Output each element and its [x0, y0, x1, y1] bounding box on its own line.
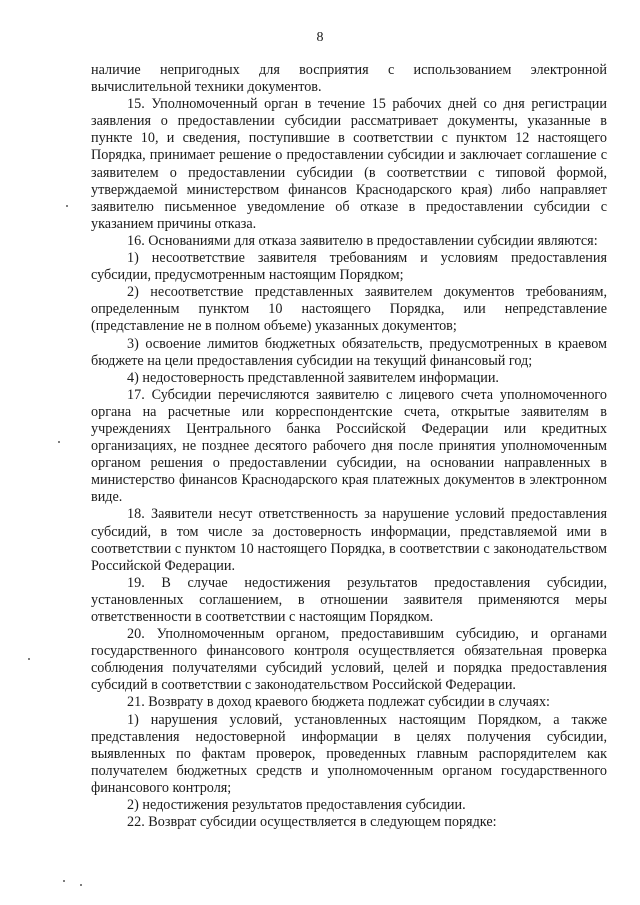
scan-speck [63, 880, 65, 882]
paragraph-16-item-2: 2) несоответствие представленных заявителем документов требованиям, определенным пунктом 10 настоящего Порядка, или непредставление (представление не в полном объеме) указанных документов; [91, 284, 607, 335]
paragraph-18: 18. Заявители несут ответственность за нарушение условий предоставления субсидий, в том числе за достоверность информации, представляемой ими в соответствии с пунктом 10 настоящего Порядка, в соответствии с законодательством Российской Федерации. [91, 506, 607, 574]
scan-speck [80, 884, 82, 886]
document-body [91, 62, 607, 831]
paragraph-16: 16. Основаниями для отказа заявителю в предоставлении субсидии являются: [127, 232, 598, 249]
paragraph-21-item-1: 1) нарушения условий, установленных настоящим Порядком, а также представления недостоверной информации в целях получения субсидии, выявленных по фактам проверок, проведенных главным распорядителем как получателем бюджетных средств и уполномоченным органом государственного финансового контроля; [91, 711, 607, 796]
paragraph-21-item-2: 2) недостижения результатов предоставления субсидии. [127, 797, 466, 814]
paragraph-17: 17. Субсидии перечисляются заявителю с лицевого счета уполномоченного органа на расчетные или корреспондентские счета, открытые заявителям в учреждениях Центрального банка Российской Федерации или кредитных организациях, не позднее десятого рабочего дня после принятия уполномоченным органом решения о предоставлении субсидии, на основании направленных в министерство финансов Краснодарского края платежных документов в электронном виде. [91, 386, 607, 506]
scan-speck [58, 441, 60, 443]
paragraph-16-item-1: 1) несоответствие заявителя требованиям и условиям предоставления субсидии, предусмотренным настоящим Порядком; [91, 250, 607, 284]
paragraph-16-item-4: 4) недостоверность представленной заявителем информации. [127, 369, 499, 386]
scan-speck [28, 658, 30, 660]
paragraph-16-item-3: 3) освоение лимитов бюджетных обязательств, предусмотренных в краевом бюджете на цели предоставления субсидии на текущий финансовый год; [91, 335, 607, 369]
paragraph-19: 19. В случае недостижения результатов предоставления субсидии, установленных соглашением, в отношении заявителя применяются меры ответственности в соответствии с настоящим Порядком. [91, 574, 607, 625]
paragraph-continuation: наличие непригодных для восприятия с использованием электронной вычислительной техники документов. [91, 62, 607, 96]
paragraph-20: 20. Уполномоченным органом, предоставившим субсидию, и органами государственного финансового контроля осуществляется обязательная проверка соблюдения получателями субсидий условий, целей и порядка предоставления субсидий в соответствии с законодательством Российской Федерации. [91, 626, 607, 694]
page-number: 8 [316, 30, 324, 45]
paragraph-15: 15. Уполномоченный орган в течение 15 рабочих дней со дня регистрации заявления о предоставлении субсидии рассматривает документы, указанные в пункте 10, и сведения, поступившие в соответствии с пунктом 12 настоящего Порядка, принимает решение о предоставлении субсидии и заключает соглашение с заявителем о предоставлении субсидии (в соответствии с типовой формой, утверждаемой министерством финансов Краснодарского края) либо направляет заявителю письменное уведомление об отказе в предоставлении субсидии с указанием причины отказа. [91, 96, 607, 232]
paragraph-22: 22. Возврат субсидии осуществляется в следующем порядке: [127, 814, 497, 831]
scan-speck [66, 205, 68, 207]
paragraph-21: 21. Возврату в доход краевого бюджета подлежат субсидии в случаях: [127, 694, 550, 711]
